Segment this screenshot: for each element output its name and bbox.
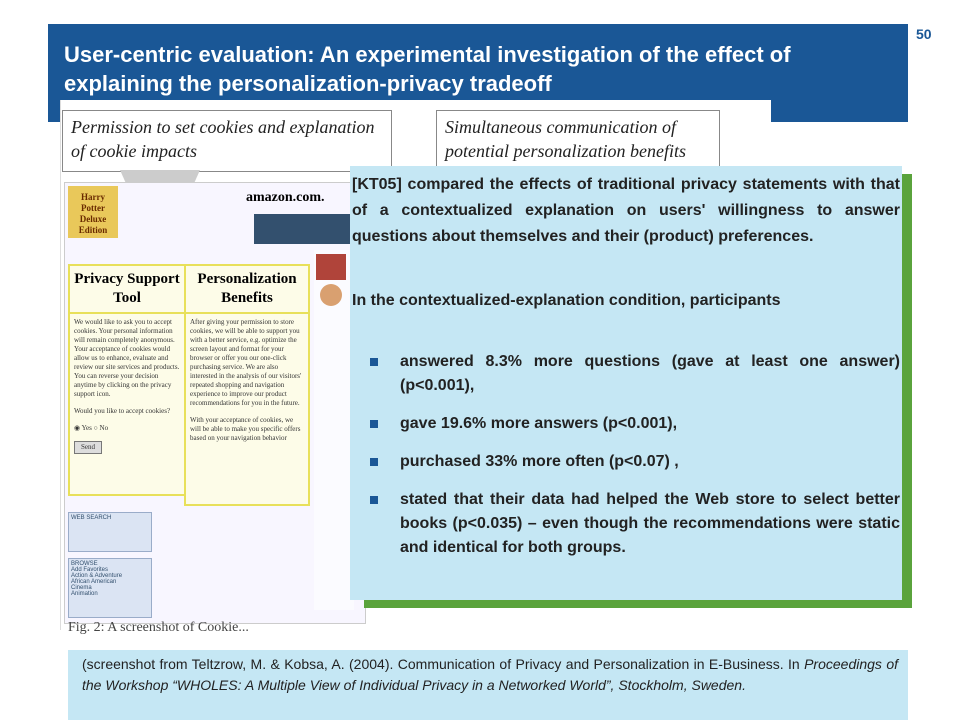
site-nav-tabs: [254, 214, 354, 244]
figure-label: Fig. 2: A screenshot of Cookie...: [68, 620, 249, 635]
bullet-text: stated that their data had helped the Web store to select better books (p<0.035) – even though the recommendations were static and identical for both groups.: [400, 491, 900, 556]
slide-title: User-centric evaluation: An experimental investigation of the effect of explaining the personalization-privacy tradeoff: [64, 42, 791, 96]
browse-item[interactable]: Animation: [71, 591, 98, 597]
yes-radio-icon[interactable]: ◉: [74, 424, 81, 432]
browse-item[interactable]: Add Favorites: [71, 567, 109, 573]
privacy-question: Would you like to accept cookies?: [74, 407, 171, 415]
square-bullet-icon: [370, 358, 378, 366]
list-item: [370, 488, 900, 560]
citation-text: (screenshot from Teltzrow, M. & Kobsa, A. (2004). Communication of Privacy and Personalization in E-Business. In: [82, 656, 805, 672]
send-button[interactable]: Send: [74, 441, 102, 454]
list-item: [370, 450, 900, 474]
square-bullet-icon: [370, 458, 378, 466]
web-search-box[interactable]: [68, 512, 152, 552]
results-list: [370, 350, 900, 574]
browse-label: BROWSE: [71, 561, 98, 567]
yes-label: Yes: [81, 424, 92, 432]
bullet-text: answered 8.3% more questions (gave at least one answer) (p<0.001),: [400, 353, 900, 394]
browse-item[interactable]: Cinema: [71, 585, 92, 591]
privacy-choice: [70, 420, 184, 437]
figure-caption-right: Simultaneous communication of potential personalization benefits: [436, 110, 720, 172]
personalization-benefits-box: [184, 264, 310, 506]
overlay-textbox: [350, 166, 902, 600]
browse-item[interactable]: Action & Adventure: [71, 573, 123, 579]
list-item: [370, 412, 900, 436]
web-search-label: WEB SEARCH: [71, 515, 112, 521]
no-radio-icon[interactable]: ○: [93, 424, 98, 432]
figure-caption-left: Permission to set cookies and explanation of cookie impacts: [62, 110, 392, 172]
author-photo: [320, 284, 342, 306]
privacy-support-tool-box: [68, 264, 186, 496]
benefit-box-text2: With your acceptance of cookies, we will be able to make you specific offers based on your navigation behavior: [190, 416, 301, 442]
browse-box: [68, 558, 152, 618]
no-label: No: [99, 424, 109, 432]
benefit-box-title: Personalization Benefits: [186, 266, 308, 314]
bullet-text: gave 19.6% more answers (p<0.001),: [400, 415, 678, 432]
page-number: 50: [916, 26, 932, 42]
bullet-text: purchased 33% more often (p<0.07) ,: [400, 453, 679, 470]
privacy-box-text: We would like to ask you to accept cookies. Your personal information will remain completely anonymous. Your acceptance of cookies would allow us to enhance, evaluate and review our site services and products. You can reverse your decision anytime by clicking on the privacy support icon.: [74, 318, 180, 398]
citation-footer: [68, 650, 908, 720]
square-bullet-icon: [370, 496, 378, 504]
dvd-image: [316, 254, 346, 280]
overlay-paragraph-1: [KT05] compared the effects of traditional privacy statements with that of a contextualized explanation on users' willingness to answer questions about themselves and their (product) preferences.: [352, 176, 900, 245]
square-bullet-icon: [370, 420, 378, 428]
browse-item[interactable]: African American: [71, 579, 117, 585]
site-right-column: [314, 250, 354, 610]
citation-italic: Proceedings of the Workshop “WHOLES: A Multiple View of Individual Privacy in a Networked World”, Stockholm, Sweden.: [82, 656, 898, 693]
overlay-paragraph-2: In the contextualized-explanation condition, participants: [352, 292, 781, 309]
amazon-logo: amazon.com.: [246, 190, 325, 205]
benefit-box-text: After giving your permission to store cookies, we will be able to support you with a better service, e.g. optimize the screen layout and format for your browser or offer you our one-click purchasing service. We are also interested in the analysis of our visitors' repeated shopping and navigation experience to improve our product recommendations for you in the future.: [190, 318, 302, 407]
privacy-box-title: Privacy Support Tool: [70, 266, 184, 314]
harry-potter-logo: Harry Potter Deluxe Edition: [68, 186, 118, 238]
list-item: [370, 350, 900, 398]
